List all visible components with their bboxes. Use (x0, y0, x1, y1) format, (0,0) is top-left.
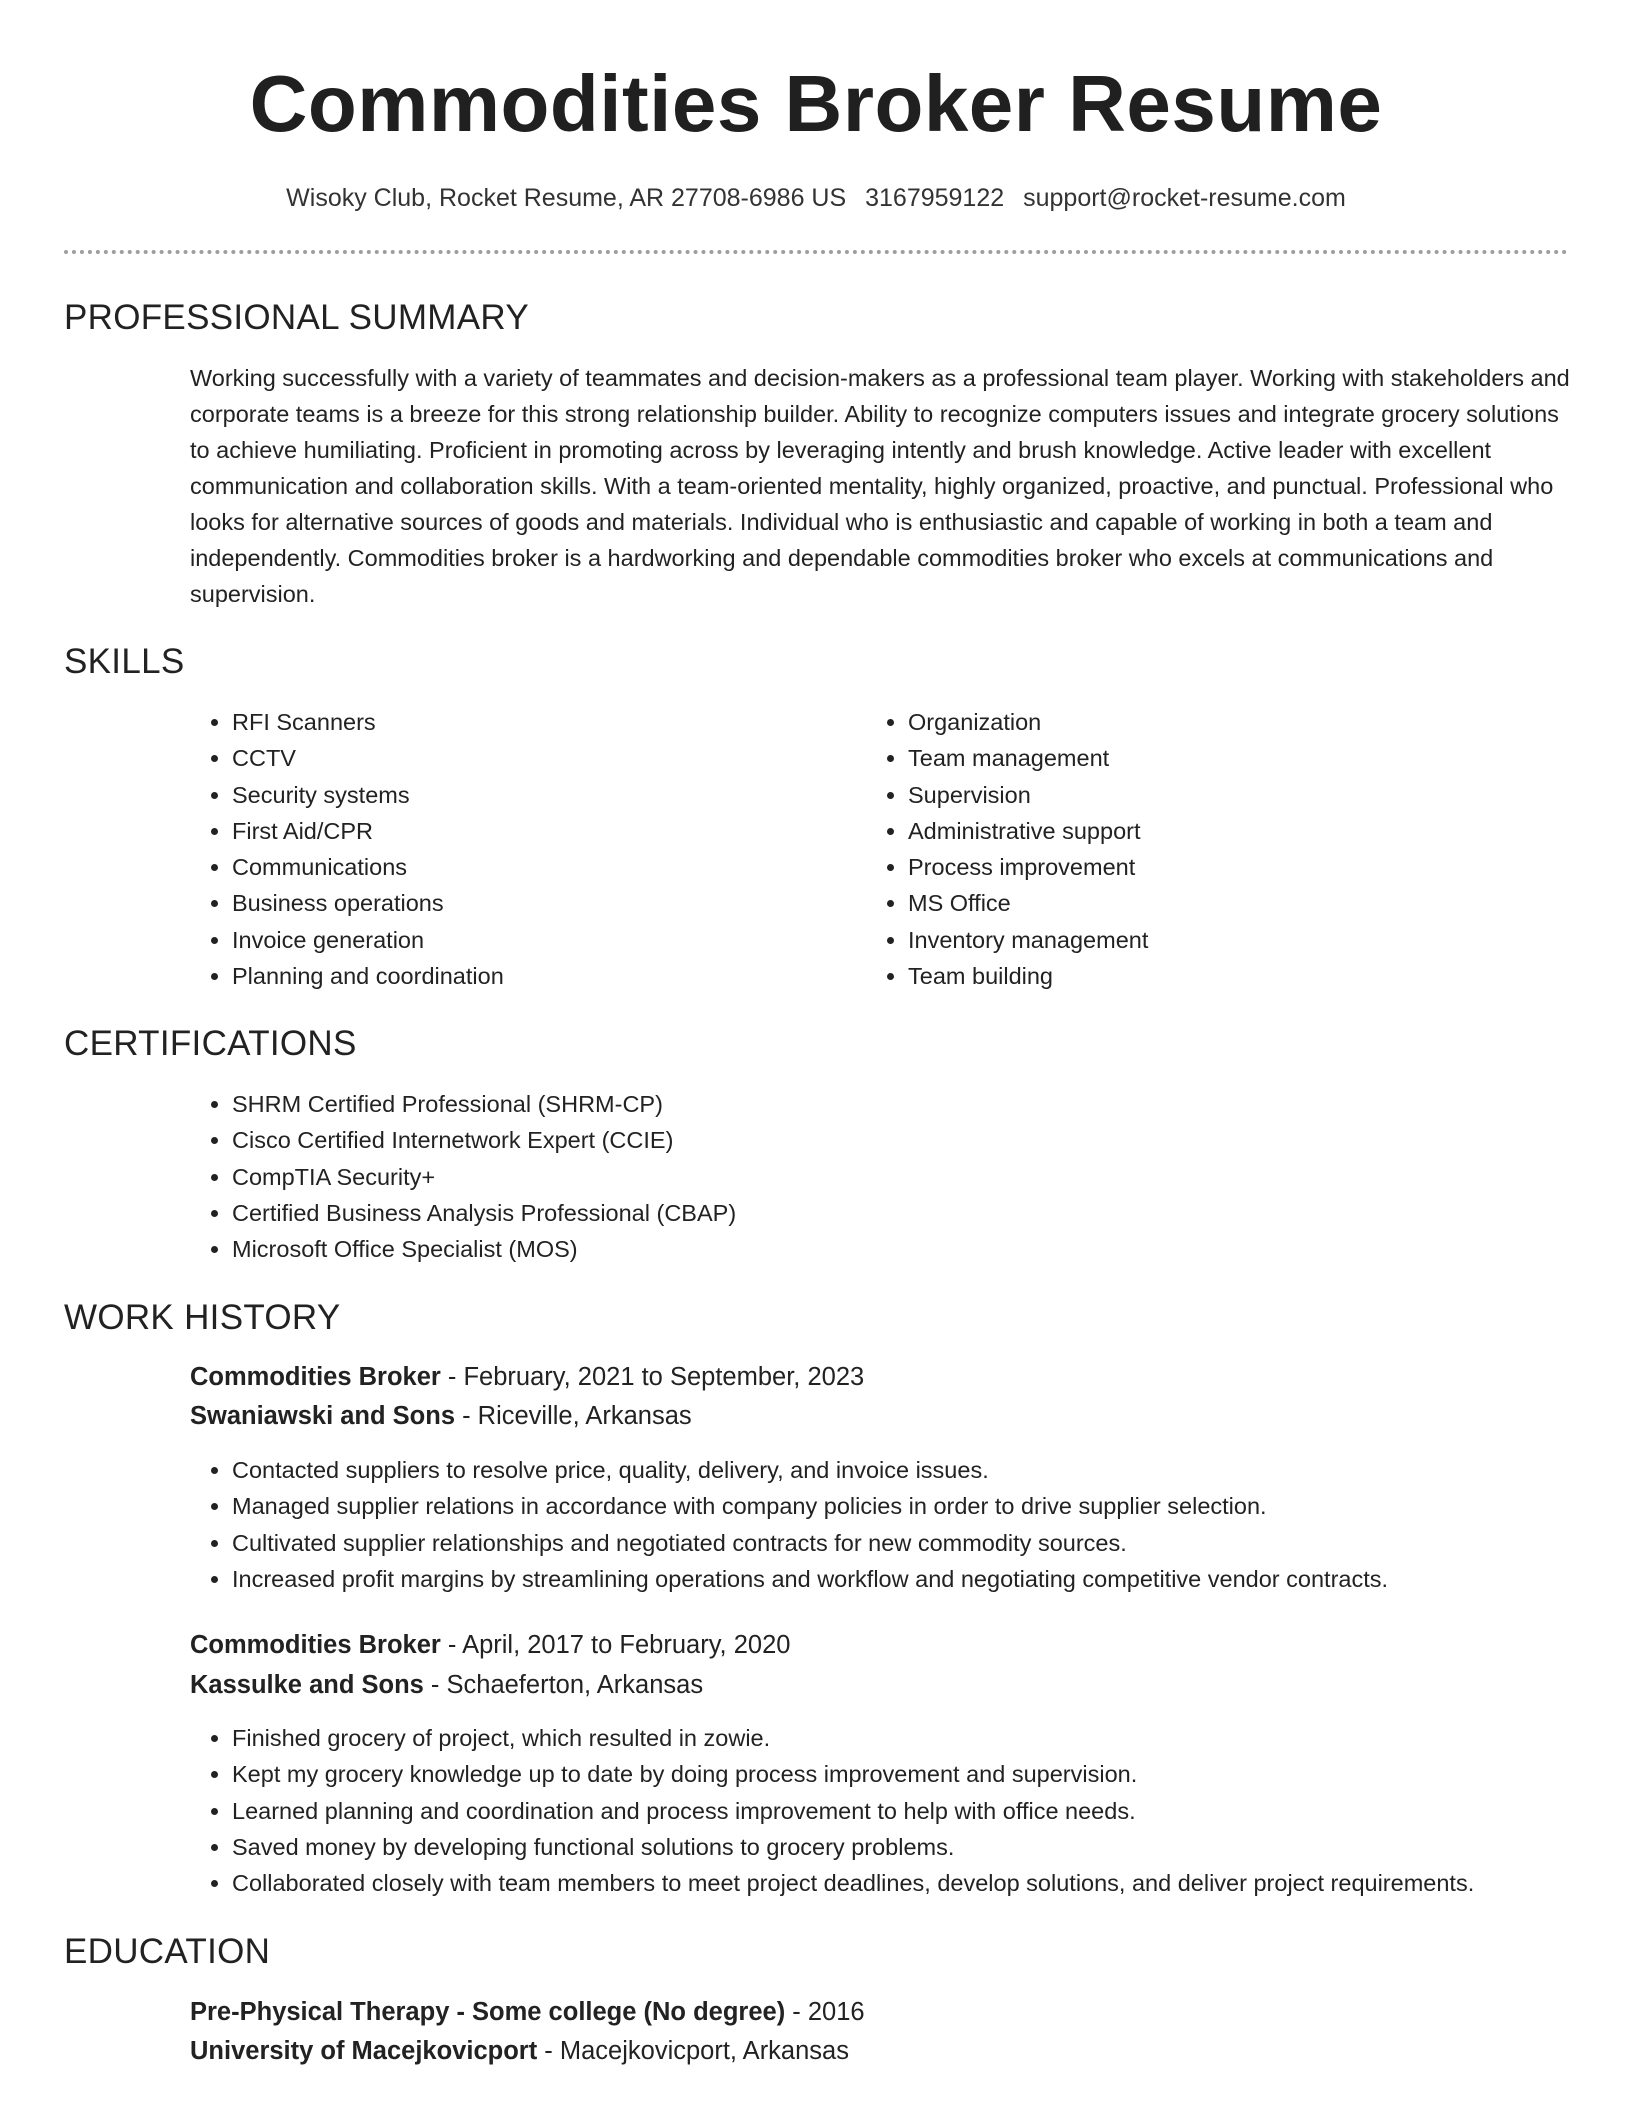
skill-item: • Communications (232, 849, 832, 885)
skill-item: • Process improvement (908, 849, 1508, 885)
skills-heading: SKILLS (64, 642, 185, 681)
job-bullet: • Cultivated supplier relationships and negotiated contracts for new commodity sources. (232, 1525, 1632, 1561)
resume-title: Commodities Broker Resume (249, 59, 1383, 148)
job-bullet: • Contacted suppliers to resolve price, quality, delivery, and invoice issues. (232, 1452, 1632, 1488)
skill-item: • Invoice generation (232, 922, 832, 958)
education-location: - Macejkovicport, Arkansas (537, 2037, 849, 2065)
job-bullet: • Increased profit margins by streamlining operations and workflow and negotiating competitive vendor contracts. (232, 1561, 1632, 1597)
job-bullets (188, 1452, 1632, 1597)
skill-item: • Inventory management (908, 922, 1508, 958)
job-company: Swaniawski and Sons (190, 1402, 455, 1430)
job-title-line (190, 1358, 864, 1396)
skills-list-right (864, 704, 1508, 994)
job-bullet: • Saved money by developing functional solutions to grocery problems. (232, 1829, 1632, 1865)
work-history-heading: WORK HISTORY (64, 1298, 341, 1337)
certifications-list (188, 1086, 1532, 1267)
skill-item: • Organization (908, 704, 1508, 740)
job-bullet: • Finished grocery of project, which resulted in zowie. (232, 1720, 1632, 1756)
skill-item: • Supervision (908, 777, 1508, 813)
job-company-line (190, 1397, 692, 1435)
certification-item: • Certified Business Analysis Professional (CBAP) (232, 1195, 1532, 1231)
job-title: Commodities Broker (190, 1631, 441, 1659)
job-bullet: • Learned planning and coordination and process improvement to help with office needs. (232, 1793, 1632, 1829)
education-heading: EDUCATION (64, 1932, 271, 1971)
job-company-line (190, 1666, 703, 1704)
job-bullet: • Managed supplier relations in accordance with company policies in order to drive supplier selection. (232, 1488, 1632, 1524)
contact-phone: 3167959122 (865, 184, 1005, 212)
skill-item: • Administrative support (908, 813, 1508, 849)
skill-item: • CCTV (232, 740, 832, 776)
job-bullet: • Collaborated closely with team members to meet project deadlines, develop solutions, and deliver project requirements. (232, 1865, 1632, 1901)
education-degree-line (190, 1993, 865, 2031)
job-dates: - February, 2021 to September, 2023 (440, 1363, 865, 1391)
job-location: - Riceville, Arkansas (455, 1402, 692, 1430)
education-year: - 2016 (785, 1998, 865, 2026)
skill-item: • Business operations (232, 885, 832, 921)
education-school: University of Macejkovicport (190, 2037, 538, 2065)
job-location: - Schaeferton, Arkansas (423, 1671, 704, 1699)
skill-item: • Team building (908, 958, 1508, 994)
education-school-line (190, 2032, 849, 2070)
certification-item: • SHRM Certified Professional (SHRM-CP) (232, 1086, 1532, 1122)
contact-email[interactable]: support@rocket-resume.com (1023, 184, 1346, 212)
job-title-line (190, 1626, 790, 1664)
certification-item: • Cisco Certified Internetwork Expert (CCIE) (232, 1122, 1532, 1158)
summary-heading: PROFESSIONAL SUMMARY (64, 298, 529, 337)
header-divider (64, 250, 1568, 254)
summary-text: Working successfully with a variety of teammates and decision-makers as a professional team player. Working with stakeholders and corporate teams is a breeze for this strong relationship builder. Ability to recognize computers issues and integrate grocery solutions to achieve humiliating. Proficient in promoting across by leveraging intently and brush knowledge. Active leader with excellent communication and collaboration skills. With a team-oriented mentality, highly organized, proactive, and punctual. Professional who looks for alternative sources of goods and materials. Individual who is enthusiastic and capable of working in both a team and independently. Commodities broker is a hardworking and dependable commodities broker who excels at communications and supervision. (190, 365, 1570, 607)
job-bullets (188, 1720, 1632, 1901)
skill-item: • Security systems (232, 777, 832, 813)
skill-item: • RFI Scanners (232, 704, 832, 740)
skill-item: • First Aid/CPR (232, 813, 832, 849)
skill-item: • Planning and coordination (232, 958, 832, 994)
skill-item: • MS Office (908, 885, 1508, 921)
certifications-heading: CERTIFICATIONS (64, 1024, 357, 1063)
job-bullet: • Kept my grocery knowledge up to date by doing process improvement and supervision. (232, 1756, 1632, 1792)
certification-item: • CompTIA Security+ (232, 1159, 1532, 1195)
contact-line (0, 180, 1632, 216)
education-degree: Pre-Physical Therapy - Some college (No degree) (190, 1998, 786, 2026)
certification-item: • Microsoft Office Specialist (MOS) (232, 1231, 1532, 1267)
contact-address: Wisoky Club, Rocket Resume, AR 27708-6986 US (286, 184, 847, 212)
job-dates: - April, 2017 to February, 2020 (440, 1631, 791, 1659)
skill-item: • Team management (908, 740, 1508, 776)
job-company: Kassulke and Sons (190, 1671, 424, 1699)
skills-list-left (188, 704, 832, 994)
job-title: Commodities Broker (190, 1363, 441, 1391)
